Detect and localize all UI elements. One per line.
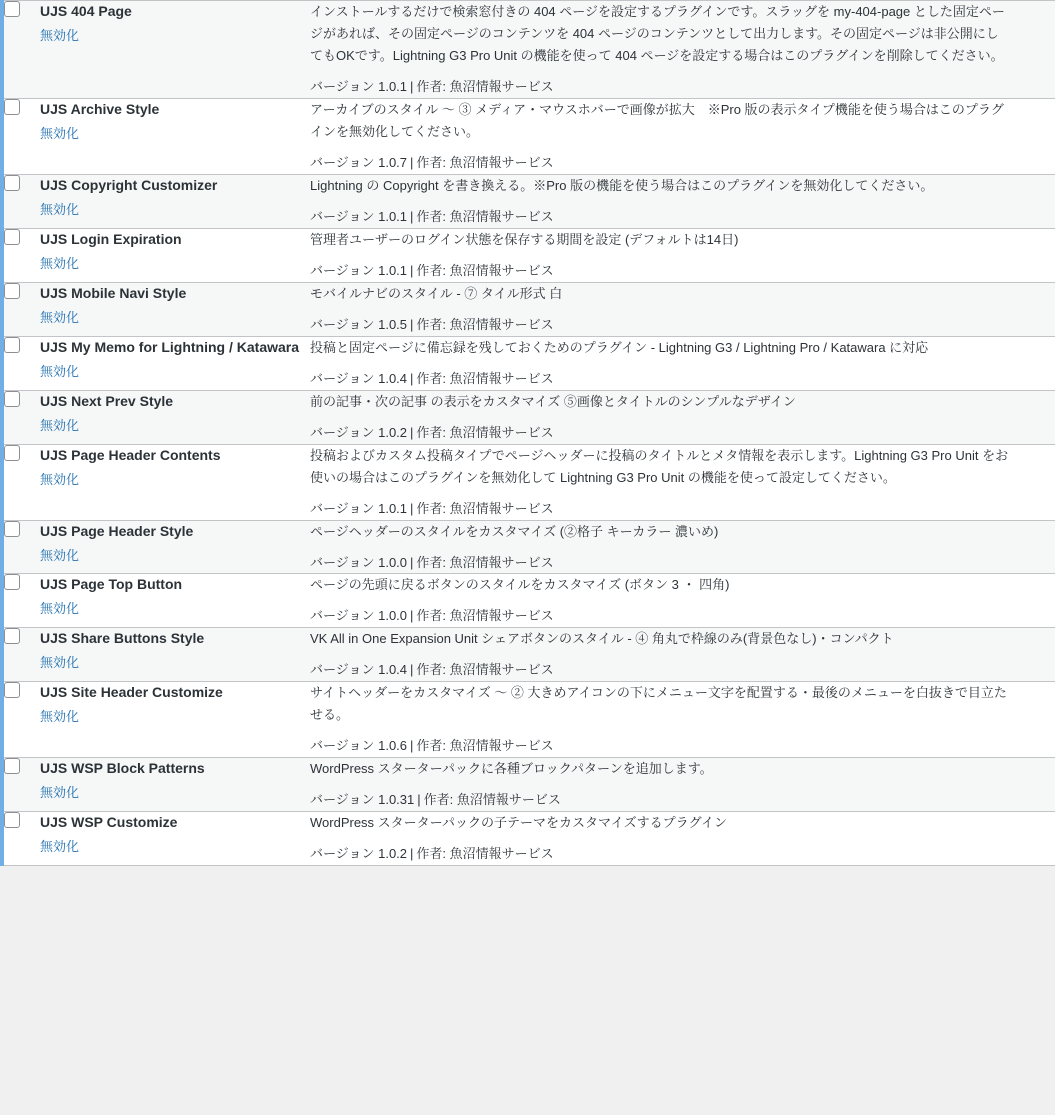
plugin-description: 投稿と固定ページに備忘録を残しておくためのプラグイン - Lightning G3 / Lightning Pro / Katawara に対応 (310, 339, 929, 355)
plugin-description-cell (310, 628, 1055, 682)
table-row (2, 682, 1055, 758)
plugin-name: UJS Page Header Style (40, 522, 194, 539)
plugin-description-cell (310, 1, 1055, 99)
author-value: 魚沼情報サービス (449, 155, 554, 171)
version-label: バージョン (310, 263, 375, 279)
plugin-title-cell (40, 520, 310, 574)
author-value: 魚沼情報サービス (456, 792, 561, 808)
author-value: 魚沼情報サービス (449, 608, 554, 624)
plugin-title-cell (40, 682, 310, 758)
table-row (2, 628, 1055, 682)
row-actions (40, 835, 310, 858)
deactivate-link[interactable]: 無効化 (40, 655, 80, 671)
row-actions (40, 597, 310, 620)
plugin-description: ページヘッダーのスタイルをカスタマイズ (②格子 キーカラー 濃いめ) (310, 523, 719, 539)
plugin-description-cell (310, 520, 1055, 574)
version-value: 1.0.1 (378, 500, 408, 516)
deactivate-link[interactable]: 無効化 (40, 839, 80, 855)
row-select-cell (2, 758, 40, 812)
plugin-meta (310, 606, 1055, 627)
author-label: 作者: (416, 662, 447, 678)
plugin-name: UJS WSP Customize (40, 814, 178, 831)
version-value: 1.0.0 (378, 554, 408, 570)
author-value: 魚沼情報サービス (449, 79, 554, 95)
author-label: 作者: (416, 846, 447, 862)
plugin-meta (310, 369, 1055, 390)
plugin-title-cell (40, 99, 310, 175)
deactivate-link[interactable]: 無効化 (40, 471, 80, 487)
deactivate-link[interactable]: 無効化 (40, 28, 80, 43)
row-select-cell (2, 1, 40, 99)
author-value: 魚沼情報サービス (449, 738, 554, 754)
plugin-meta (310, 207, 1055, 228)
plugin-name: UJS Login Expiration (40, 230, 182, 247)
meta-separator: | (417, 792, 421, 808)
plugin-description-cell (310, 682, 1055, 758)
deactivate-link[interactable]: 無効化 (40, 601, 80, 617)
plugin-description: WordPress スターターパックの子テーマをカスタマイズするプラグイン (310, 815, 727, 831)
row-actions (40, 122, 310, 145)
author-label: 作者: (416, 500, 447, 516)
meta-separator: | (410, 500, 414, 516)
deactivate-link[interactable]: 無効化 (40, 255, 80, 271)
plugin-title-cell (40, 628, 310, 682)
table-row (2, 390, 1055, 444)
deactivate-link[interactable]: 無効化 (40, 785, 80, 801)
plugin-meta (310, 499, 1055, 520)
plugin-meta (310, 660, 1055, 681)
plugin-meta (310, 423, 1055, 444)
author-value: 魚沼情報サービス (449, 846, 554, 862)
meta-separator: | (410, 155, 414, 171)
plugin-name: UJS Mobile Navi Style (40, 284, 187, 301)
version-label: バージョン (310, 608, 375, 624)
version-label: バージョン (310, 738, 375, 754)
plugin-select-checkbox[interactable] (4, 521, 20, 537)
author-value: 魚沼情報サービス (449, 554, 554, 570)
plugin-description: 前の記事・次の記事 の表示をカスタマイズ ⑤画像とタイトルのシンプルなデザイン (310, 393, 796, 409)
row-select-cell (2, 175, 40, 229)
author-label: 作者: (416, 424, 447, 440)
version-value: 1.0.31 (378, 792, 415, 808)
meta-separator: | (410, 263, 414, 279)
meta-separator: | (410, 738, 414, 754)
plugin-description-cell (310, 282, 1055, 336)
row-select-cell (2, 282, 40, 336)
meta-separator: | (410, 424, 414, 440)
plugin-description: アーカイブのスタイル 〜 ③ メディア・マウスホバーで画像が拡大 ※Pro 版の表示タイプ機能を使う場合はこのプラグインを無効化してください。 (310, 102, 1004, 140)
version-value: 1.0.6 (378, 738, 408, 754)
plugin-description-cell (310, 390, 1055, 444)
version-label: バージョン (310, 846, 375, 862)
author-label: 作者: (416, 316, 447, 332)
plugin-select-checkbox[interactable] (4, 574, 20, 590)
plugin-name: UJS Site Header Customize (40, 684, 223, 701)
deactivate-link[interactable]: 無効化 (40, 363, 80, 379)
author-label: 作者: (416, 370, 447, 386)
version-value: 1.0.7 (378, 155, 408, 171)
table-row (2, 1, 1055, 99)
row-actions (40, 781, 310, 804)
plugin-title-cell (40, 282, 310, 336)
author-label: 作者: (423, 792, 454, 808)
plugin-description: WordPress スターターパックに各種ブロックパターンを追加します。 (310, 761, 713, 777)
table-row (2, 444, 1055, 520)
plugin-name: UJS Copyright Customizer (40, 177, 218, 194)
deactivate-link[interactable]: 無効化 (40, 126, 80, 142)
plugin-name: UJS Share Buttons Style (40, 630, 205, 647)
version-value: 1.0.1 (378, 209, 408, 225)
row-actions (40, 544, 310, 567)
author-label: 作者: (416, 263, 447, 279)
plugin-meta (310, 315, 1055, 336)
plugin-meta (310, 844, 1055, 865)
plugin-name: UJS Archive Style (40, 101, 160, 118)
author-value: 魚沼情報サービス (449, 209, 554, 225)
row-select-cell (2, 336, 40, 390)
plugin-title-cell (40, 758, 310, 812)
row-select-cell (2, 99, 40, 175)
plugin-description: Lightning の Copyright を書き換える。※Pro 版の機能を使う場合はこのプラグインを無効化してください。 (310, 178, 934, 194)
author-value: 魚沼情報サービス (449, 424, 554, 440)
plugin-select-checkbox[interactable] (4, 99, 20, 115)
table-row (2, 336, 1055, 390)
plugin-meta (310, 77, 1055, 98)
version-label: バージョン (310, 424, 375, 440)
author-label: 作者: (416, 554, 447, 570)
author-value: 魚沼情報サービス (449, 316, 554, 332)
version-label: バージョン (310, 155, 375, 171)
version-label: バージョン (310, 662, 375, 678)
version-label: バージョン (310, 316, 375, 332)
plugin-description-cell (310, 812, 1055, 866)
row-actions (40, 252, 310, 275)
table-row (2, 99, 1055, 175)
meta-separator: | (410, 662, 414, 678)
plugin-title-cell (40, 1, 310, 99)
plugin-description: サイトヘッダーをカスタマイズ 〜 ② 大きめアイコンの下にメニュー文字を配置する・最後のメニューを白抜きで目立たせる。 (310, 685, 1007, 723)
version-value: 1.0.1 (378, 79, 408, 95)
meta-separator: | (410, 316, 414, 332)
plugin-description-cell (310, 758, 1055, 812)
plugin-description: インストールするだけで検索窓付きの 404 ページを設定するプラグインです。スラッグを my-404-page とした固定ページがあれば、その固定ページのコンテンツを 404 ページのコンテンツとして出力します。その固定ページは非公開にしてもOKです。Lightning G3 Pro Unit の機能を使って 404 ページを設定する場合はこのプラグインを削除してください。 (310, 4, 1005, 64)
table-row (2, 758, 1055, 812)
plugin-select-checkbox[interactable] (4, 337, 20, 353)
plugin-select-checkbox[interactable] (4, 391, 20, 407)
row-actions (40, 24, 310, 47)
plugin-name: UJS Next Prev Style (40, 392, 174, 409)
author-label: 作者: (416, 209, 447, 225)
plugin-description-cell (310, 336, 1055, 390)
plugin-description-cell (310, 444, 1055, 520)
plugin-select-checkbox[interactable] (4, 628, 20, 644)
plugin-description-cell (310, 175, 1055, 229)
plugin-description: ページの先頭に戻るボタンのスタイルをカスタマイズ (ボタン 3 ・ 四角) (310, 577, 730, 593)
version-label: バージョン (310, 370, 375, 386)
plugin-description-cell (310, 99, 1055, 175)
row-actions (40, 306, 310, 329)
meta-separator: | (410, 209, 414, 225)
plugin-meta (310, 553, 1055, 574)
plugin-title-cell (40, 444, 310, 520)
table-row (2, 812, 1055, 866)
author-value: 魚沼情報サービス (449, 370, 554, 386)
plugin-meta (310, 153, 1055, 174)
plugins-table-body (2, 1, 1055, 866)
author-value: 魚沼情報サービス (449, 662, 554, 678)
row-select-cell (2, 520, 40, 574)
plugin-select-checkbox[interactable] (4, 682, 20, 698)
plugin-select-checkbox[interactable] (4, 758, 20, 774)
plugin-name: UJS Page Header Contents (40, 446, 221, 463)
author-value: 魚沼情報サービス (449, 263, 554, 279)
row-select-cell (2, 574, 40, 628)
plugin-title-cell (40, 574, 310, 628)
page-bottom-spacer (0, 866, 1055, 874)
plugin-description: 投稿およびカスタム投稿タイプでページヘッダーに投稿のタイトルとメタ情報を表示します。Lightning G3 Pro Unit をお使いの場合はこのプラグインを無効化して Lightning G3 Pro Unit の機能を使って設定してください。 (310, 447, 1009, 485)
version-label: バージョン (310, 500, 375, 516)
deactivate-link[interactable]: 無効化 (40, 202, 80, 218)
row-actions (40, 651, 310, 674)
plugin-title-cell (40, 336, 310, 390)
version-value: 1.0.2 (378, 424, 408, 440)
row-select-cell (2, 682, 40, 758)
plugin-description: 管理者ユーザーのログイン状態を保存する期間を設定 (デフォルトは14日) (310, 231, 739, 247)
version-value: 1.0.0 (378, 608, 408, 624)
plugin-select-checkbox[interactable] (4, 229, 20, 245)
version-value: 1.0.4 (378, 370, 408, 386)
meta-separator: | (410, 608, 414, 624)
row-select-cell (2, 812, 40, 866)
version-value: 1.0.2 (378, 846, 408, 862)
row-actions (40, 414, 310, 437)
plugin-title-cell (40, 390, 310, 444)
deactivate-link[interactable]: 無効化 (40, 309, 80, 325)
author-label: 作者: (416, 608, 447, 624)
row-actions (40, 468, 310, 491)
plugin-select-checkbox[interactable] (4, 1, 20, 17)
plugin-description-cell (310, 228, 1055, 282)
author-label: 作者: (416, 79, 447, 95)
author-label: 作者: (416, 155, 447, 171)
plugin-title-cell (40, 812, 310, 866)
version-label: バージョン (310, 554, 375, 570)
plugin-description: VK All in One Expansion Unit シェアボタンのスタイル - ④ 角丸で枠線のみ(背景色なし)・コンパクト (310, 631, 894, 647)
plugin-select-checkbox[interactable] (4, 445, 20, 461)
table-row (2, 520, 1055, 574)
deactivate-link[interactable]: 無効化 (40, 709, 80, 725)
version-value: 1.0.5 (378, 316, 408, 332)
version-label: バージョン (310, 792, 375, 808)
row-select-cell (2, 628, 40, 682)
plugin-name: UJS WSP Block Patterns (40, 760, 205, 777)
meta-separator: | (410, 370, 414, 386)
row-select-cell (2, 390, 40, 444)
plugin-description: モバイルナビのスタイル - ⑦ タイル形式 白 (310, 285, 563, 301)
plugin-name: UJS Page Top Button (40, 576, 183, 593)
meta-separator: | (410, 554, 414, 570)
author-value: 魚沼情報サービス (449, 500, 554, 516)
row-actions (40, 360, 310, 383)
plugin-meta (310, 261, 1055, 282)
row-actions (40, 705, 310, 728)
table-row (2, 175, 1055, 229)
table-row (2, 228, 1055, 282)
row-actions (40, 198, 310, 221)
plugin-meta (310, 790, 1055, 811)
plugin-name: UJS My Memo for Lightning / Katawara (40, 338, 300, 355)
plugin-select-checkbox[interactable] (4, 175, 20, 191)
plugin-title-cell (40, 228, 310, 282)
plugin-select-checkbox[interactable] (4, 812, 20, 828)
meta-separator: | (410, 79, 414, 95)
version-value: 1.0.4 (378, 662, 408, 678)
version-label: バージョン (310, 209, 375, 225)
row-select-cell (2, 444, 40, 520)
version-value: 1.0.1 (378, 263, 408, 279)
plugin-description-cell (310, 574, 1055, 628)
author-label: 作者: (416, 738, 447, 754)
deactivate-link[interactable]: 無効化 (40, 417, 80, 433)
table-row (2, 574, 1055, 628)
meta-separator: | (410, 846, 414, 862)
table-row (2, 282, 1055, 336)
version-label: バージョン (310, 79, 375, 95)
deactivate-link[interactable]: 無効化 (40, 547, 80, 563)
plugin-select-checkbox[interactable] (4, 283, 20, 299)
row-select-cell (2, 228, 40, 282)
plugin-meta (310, 736, 1055, 757)
plugin-title-cell (40, 175, 310, 229)
plugin-name: UJS 404 Page (40, 3, 132, 19)
